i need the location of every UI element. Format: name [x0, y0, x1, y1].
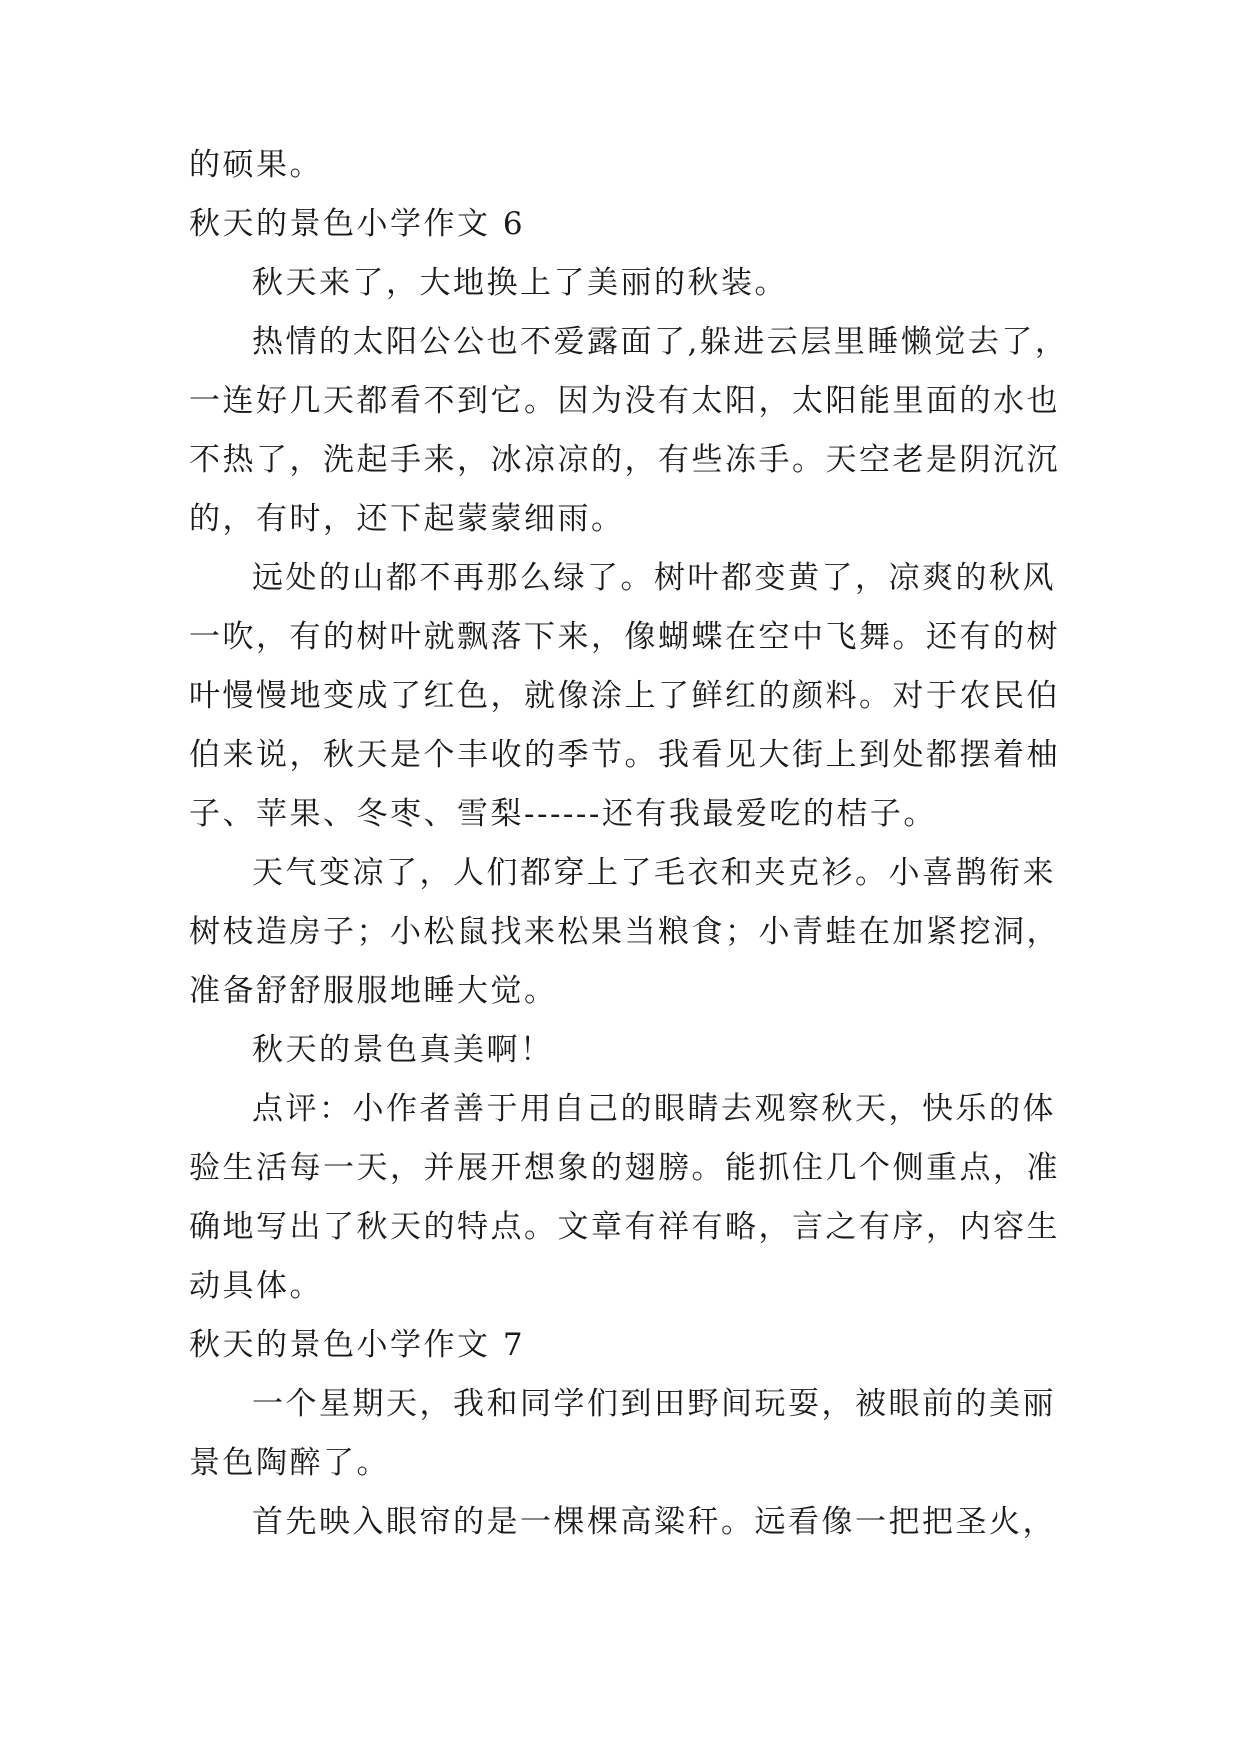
text-line: 伯来说，秋天是个丰收的季节。我看见大街上到处都摆着柚: [189, 737, 1060, 773]
text-line: 验生活每一天，并展开想象的翅膀。能抓住几个侧重点，准: [189, 1150, 1060, 1186]
paragraph-first-line: 热情的太阳公公也不爱露面了,躲进云层里睡懒觉去了，: [252, 324, 1069, 360]
paragraph-first-line: 秋天的景色真美啊！: [252, 1032, 554, 1068]
text-line: 景色陶醉了。: [189, 1445, 390, 1481]
text-line: 确地写出了秋天的特点。文章有祥有略，言之有序，内容生: [189, 1209, 1060, 1245]
text-line: 动具体。: [189, 1268, 323, 1304]
text-line: 的硕果。: [189, 147, 323, 183]
paragraph-first-line: 一个星期天，我和同学们到田野间玩耍，被眼前的美丽: [252, 1386, 1056, 1422]
section-heading: 秋天的景色小学作文 7: [189, 1327, 526, 1363]
text-line: 不热了，洗起手来，冰凉凉的，有些冻手。天空老是阴沉沉: [189, 442, 1060, 478]
text-line: 准备舒舒服服地睡大觉。: [189, 973, 558, 1009]
text-line: 子、苹果、冬枣、雪梨------还有我最爱吃的桔子。: [189, 796, 937, 832]
text-line: 的，有时，还下起蒙蒙细雨。: [189, 501, 625, 537]
text-line: 一吹，有的树叶就飘落下来，像蝴蝶在空中飞舞。还有的树: [189, 619, 1060, 655]
section-heading: 秋天的景色小学作文 6: [189, 206, 526, 242]
paragraph-first-line: 点评：小作者善于用自己的眼睛去观察秋天，快乐的体: [252, 1091, 1056, 1127]
text-line: 一连好几天都看不到它。因为没有太阳，太阳能里面的水也: [189, 383, 1060, 419]
paragraph-first-line: 秋天来了，大地换上了美丽的秋装。: [252, 265, 788, 301]
text-line: 树枝造房子；小松鼠找来松果当粮食；小青蛙在加紧挖洞，: [189, 914, 1060, 950]
paragraph-first-line: 首先映入眼帘的是一棵棵高粱秆。远看像一把把圣火，: [252, 1504, 1056, 1540]
text-line: 叶慢慢地变成了红色，就像涂上了鲜红的颜料。对于农民伯: [189, 678, 1060, 714]
paragraph-first-line: 天气变凉了，人们都穿上了毛衣和夹克衫。小喜鹊衔来: [252, 855, 1056, 891]
paragraph-first-line: 远处的山都不再那么绿了。树叶都变黄了，凉爽的秋风: [252, 560, 1056, 596]
